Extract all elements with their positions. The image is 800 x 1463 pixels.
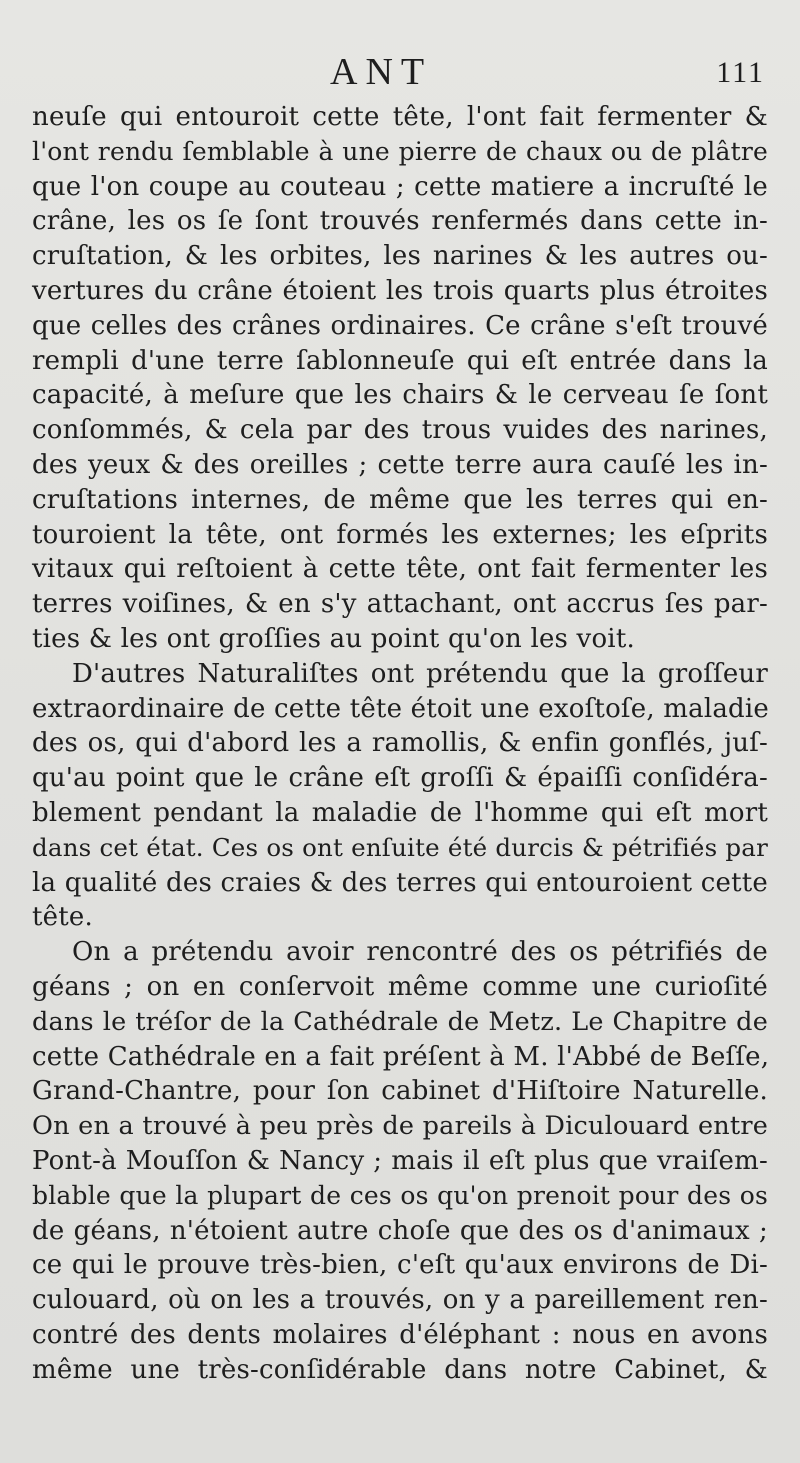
text-line: Pont-à Mouſſon & Nancy ; mais il eſt plus que vraiſem- <box>32 1145 768 1176</box>
text-line: D'autres Naturaliſtes ont prétendu que la groſſeur <box>72 658 768 689</box>
text-line: géans ; on en conſervoit même comme une curioſité <box>32 971 768 1002</box>
text-line: qu'au point que le crâne eſt groſſi & épaiſſi conſidéra- <box>32 763 768 794</box>
page-header <box>0 50 800 94</box>
text-line: culouard, où on les a trouvés, on y a pareillement ren- <box>32 1285 768 1316</box>
text-line: Grand-Chantre, pour ſon cabinet d'Hiſtoire Naturelle. <box>32 1076 768 1107</box>
text-line: terres voiſines, & en s'y attachant, ont accrus ſes par- <box>32 589 768 620</box>
text-line: dans le tréſor de la Cathédrale de Metz. Le Chapitre de <box>32 1006 768 1037</box>
text-line: neuſe qui entouroit cette tête, l'ont fait fermenter & <box>32 102 768 132</box>
text-line: ties & les ont groſſies au point qu'on les voit. <box>32 623 635 654</box>
text-line: des os, qui d'abord les a ramollis, & enfin gonflés, juſ- <box>32 728 768 759</box>
text-line: cruſtation, & les orbites, les narines & les autres ou- <box>32 241 768 272</box>
text-line: que celles des crânes ordinaires. Ce crâne s'eſt trouvé <box>32 310 768 341</box>
text-line: dans cet état. Ces os ont enſuite été durcis & pétrifiés par <box>32 832 768 862</box>
text-line: cette Cathédrale en a fait préſent à M. l'Abbé de Beſſe, <box>32 1041 770 1072</box>
text-line: même une très-conſidérable dans notre Cabinet, & <box>32 1354 768 1385</box>
text-line: tête. <box>32 902 93 933</box>
text-line: blable que la plupart de ces os qu'on prenoit pour des os <box>32 1180 768 1210</box>
text-line: cruſtations internes, de même que les terres qui en- <box>32 484 768 515</box>
text-line: l'ont rendu ſemblable à une pierre de chaux ou de plâtre <box>32 136 768 166</box>
text-line: touroient la tête, ont formés les externes; les eſprits <box>32 519 768 550</box>
text-line: On en a trouvé à peu près de pareils à Diculouard entre <box>32 1111 768 1142</box>
text-line: On a prétendu avoir rencontré des os pétrifiés de <box>72 937 768 968</box>
text-line: rempli d'une terre ſablonneuſe qui eſt entrée dans la <box>32 345 768 376</box>
running-head: ANT <box>330 51 433 93</box>
body-text <box>32 100 768 1387</box>
text-line: vertures du crâne étoient les trois quarts plus étroites <box>32 275 768 306</box>
text-line: crâne, les os ſe ſont trouvés renfermés dans cette in- <box>32 206 768 237</box>
page-number: 111 <box>716 56 765 89</box>
text-line: de géans, n'étoient autre choſe que des os d'animaux ; <box>32 1215 768 1246</box>
text-line: des yeux & des oreilles ; cette terre aura cauſé les in- <box>32 449 768 480</box>
text-line: ce qui le prouve très-bien, c'eſt qu'aux environs de Di- <box>32 1250 768 1281</box>
text-line: contré des dents molaires d'éléphant : nous en avons <box>32 1319 768 1350</box>
text-line: extraordinaire de cette tête étoit une exoſtoſe, maladie <box>32 693 769 724</box>
text-line: la qualité des craies & des terres qui entouroient cette <box>32 867 768 898</box>
text-line: que l'on coupe au couteau ; cette matiere a incruſté le <box>32 171 768 202</box>
text-line: conſommés, & cela par des trous vuides des narines, <box>32 415 768 446</box>
text-line: vitaux qui reſtoient à cette tête, ont fait fermenter les <box>32 554 768 585</box>
text-line: capacité, à meſure que les chairs & le cerveau ſe ſont <box>32 380 768 411</box>
text-line: blement pendant la maladie de l'homme qui eſt mort <box>32 797 768 828</box>
